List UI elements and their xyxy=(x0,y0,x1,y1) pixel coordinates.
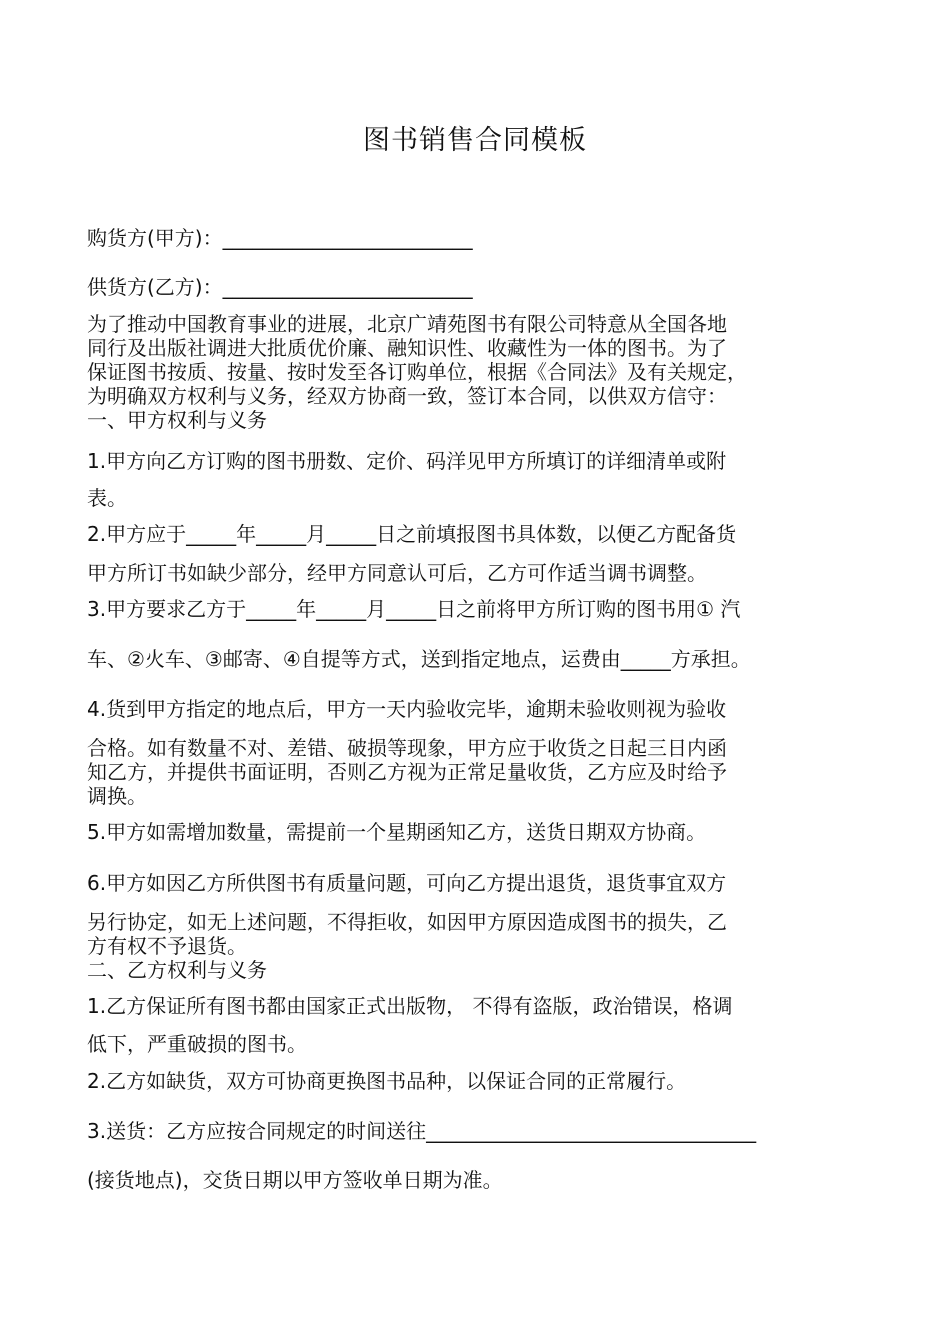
clause-b1-line: 1.乙方保证所有图书都由国家正式出版物， 不得有盗版，政治错误，格调 xyxy=(87,994,733,1018)
clause-a4-line: 合格。如有数量不对、差错、破损等现象，甲方应于收货之日起三日内函 xyxy=(87,736,727,760)
clause-a4-line: 调换。 xyxy=(87,784,147,808)
clause-a4-line: 知乙方，并提供书面证明，否则乙方视为正常足量收货，乙方应及时给予 xyxy=(87,760,727,784)
clause-a2-line: 甲方所订书如缺少部分，经甲方同意认可后，乙方可作适当调书调整。 xyxy=(87,561,707,585)
clause-a5: 5.甲方如需增加数量，需提前一个星期函知乙方，送货日期双方协商。 xyxy=(87,820,707,844)
intro-line: 为明确双方权利与义务，经双方协商一致，签订本合同，以供双方信守： xyxy=(87,384,727,408)
intro-line: 保证图书按质、按量、按时发至各订购单位，根据《合同法》及有关规定， xyxy=(87,360,747,384)
clause-a1-line: 表。 xyxy=(87,486,127,510)
clause-a1-line: 1.甲方向乙方订购的图书册数、定价、码洋见甲方所填订的详细清单或附 xyxy=(87,449,727,473)
party-b-line: 供货方(乙方)：_________________________ xyxy=(87,275,473,299)
clause-a3-line: 车、②火车、③邮寄、④自提等方式，送到指定地点，运费由_____方承担。 xyxy=(87,647,751,671)
clause-a6-continued xyxy=(87,910,879,982)
clause-b2: 2.乙方如缺货，双方可协商更换图书品种，以保证合同的正常履行。 xyxy=(87,1069,687,1093)
clause-a6-line: 6.甲方如因乙方所供图书有质量问题，可向乙方提出退货，退货事宜双方 xyxy=(87,871,727,895)
clause-a2-line: 2.甲方应于_____年_____月_____日之前填报图书具体数，以便乙方配备货 xyxy=(87,522,737,546)
section-heading: 二、乙方权利与义务 xyxy=(87,958,267,982)
intro-paragraph xyxy=(87,312,879,432)
party-a-line: 购货方(甲方)：_________________________ xyxy=(87,226,473,250)
document-title: 图书销售合同模板 xyxy=(363,125,587,156)
clause-a6-line: 另行协定，如无上述问题，不得拒收，如因甲方原因造成图书的损失，乙 xyxy=(87,910,727,934)
clause-a4-line: 4.货到甲方指定的地点后，甲方一天内验收完毕，逾期未验收则视为验收 xyxy=(87,697,727,721)
clause-b3-line: 3.送货：乙方应按合同规定的时间送往_________________________________ xyxy=(87,1119,757,1143)
clause-a6-line: 方有权不予退货。 xyxy=(87,934,247,958)
intro-line: 为了推动中国教育事业的进展，北京广靖苑图书有限公司特意从全国各地 xyxy=(87,312,727,336)
clause-b3-line: (接货地点)，交货日期以甲方签收单日期为准。 xyxy=(87,1168,503,1192)
clause-a4-continued xyxy=(87,736,879,808)
clause-a3-line: 3.甲方要求乙方于_____年_____月_____日之前将甲方所订购的图书用① 汽 xyxy=(87,597,741,621)
section-heading: 一、甲方权利与义务 xyxy=(87,408,267,432)
intro-line: 同行及出版社调进大批质优价廉、融知识性、收藏性为一体的图书。为了 xyxy=(87,336,727,360)
clause-b1-line: 低下，严重破损的图书。 xyxy=(87,1032,307,1056)
